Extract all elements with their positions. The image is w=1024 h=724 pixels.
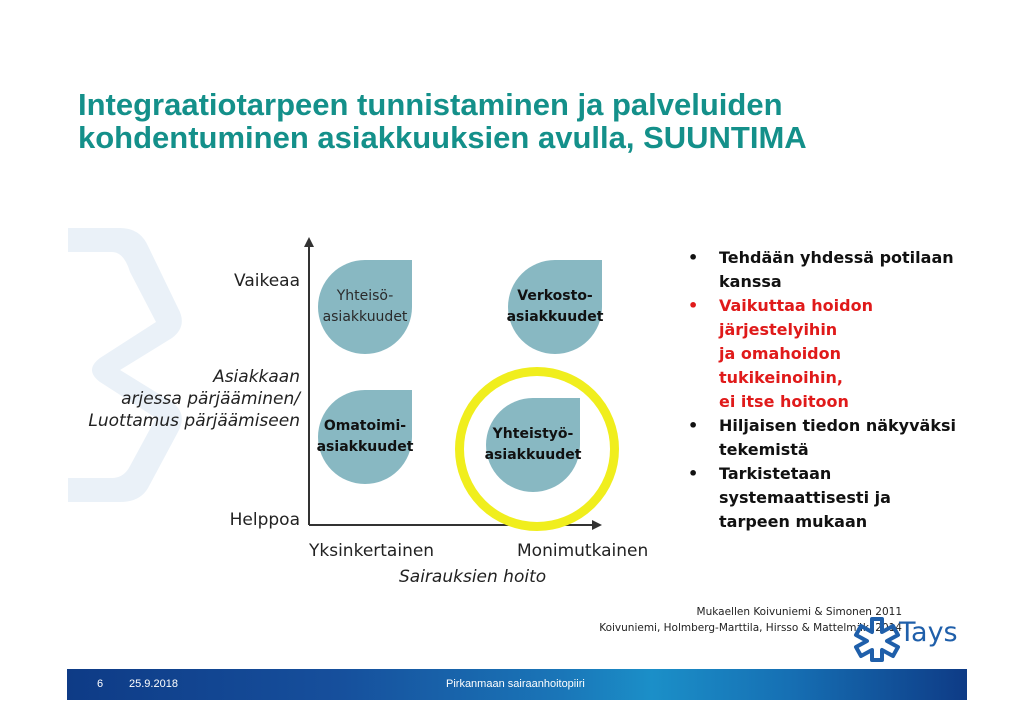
x-axis-title: Sairauksien hoito [399,567,547,587]
bullet-icon: • [688,248,699,267]
quadrant-label-line: Omatoimi- [323,418,407,434]
bullet-item [688,462,958,534]
y-axis-title-line: Asiakkaan [213,367,300,387]
bullet-line: ei itse hoitoon [719,392,849,411]
y-axis-title [78,366,300,432]
page-number: 6 [97,678,104,690]
bullet-icon: • [688,296,699,315]
bullet-line: tukikeinoihin, [719,368,843,387]
reference-line-2: Koivuniemi, Holmberg-Marttila, Hirsso & Mattelmäki 2014 [599,622,902,634]
highlight-ring [455,367,619,531]
bullet-line: ja omahoidon [719,344,842,363]
quadrant-label-line: Verkosto- [517,288,593,304]
quadrant-omatoimi [318,390,412,484]
bullet-line: Vaikuttaa hoidon [719,296,873,315]
x-axis-left-label: Yksinkertainen [309,541,435,561]
slide-title [78,88,978,154]
bullet-item [688,246,958,294]
y-axis-top-label: Vaikeaa [234,271,300,291]
slide-title-line-1: Integraatiotarpeen tunnistaminen ja palveluiden [78,87,783,122]
x-axis-right-label: Monimutkainen [517,541,649,561]
quadrant-label-line: asiakkuudet [316,439,414,455]
bullet-line: Tarkistetaan [719,464,832,483]
bullet-line: kanssa [719,272,782,291]
quadrant-label-line: Yhteistyö- [492,426,574,442]
star-of-life-icon [852,616,902,662]
bullet-icon: • [688,416,699,435]
footer-date: 25.9.2018 [129,678,178,690]
bullet-line: Hiljaisen tiedon näkyväksi [719,416,956,435]
y-axis-bottom-label: Helppoa [229,510,300,530]
slide-title-line-2: kohdentuminen asiakkuuksien avulla, SUUNTIMA [78,120,807,155]
y-axis-title-line: Luottamus pärjäämiseen [88,411,300,431]
y-axis-title-line: arjessa pärjääminen/ [121,389,300,409]
quadrant-label-line: asiakkuudet [484,447,582,463]
footer-bar [67,669,967,700]
quadrant-verkosto [508,260,602,354]
y-axis-arrow-icon [304,237,314,247]
bullet-line: tarpeen mukaan [719,512,868,531]
quadrant-label-line: asiakkuudet [506,309,604,325]
bullet-item [688,414,958,462]
x-axis-arrow-icon [592,520,602,530]
tays-logo-text: Tays [899,617,958,648]
reference-line-1: Mukaellen Koivuniemi & Simonen 2011 [696,606,902,618]
bullet-line: systemaattisesti ja [719,488,891,507]
bullet-list [688,246,958,534]
bullet-icon: • [688,464,699,483]
footer-organization: Pirkanmaan sairaanhoitopiiri [446,678,585,690]
quadrant-label-line: Yhteisö- [336,288,394,304]
background-star-watermark-icon [60,220,210,510]
bullet-line: Tehdään yhdessä potilaan [719,248,954,267]
bullet-line: järjestelyihin [719,320,838,339]
quadrant-label-line: asiakkuudet [322,309,408,325]
bullet-line: tekemistä [719,440,809,459]
quadrant-yhteiso [318,260,412,354]
bullet-item [688,294,958,414]
